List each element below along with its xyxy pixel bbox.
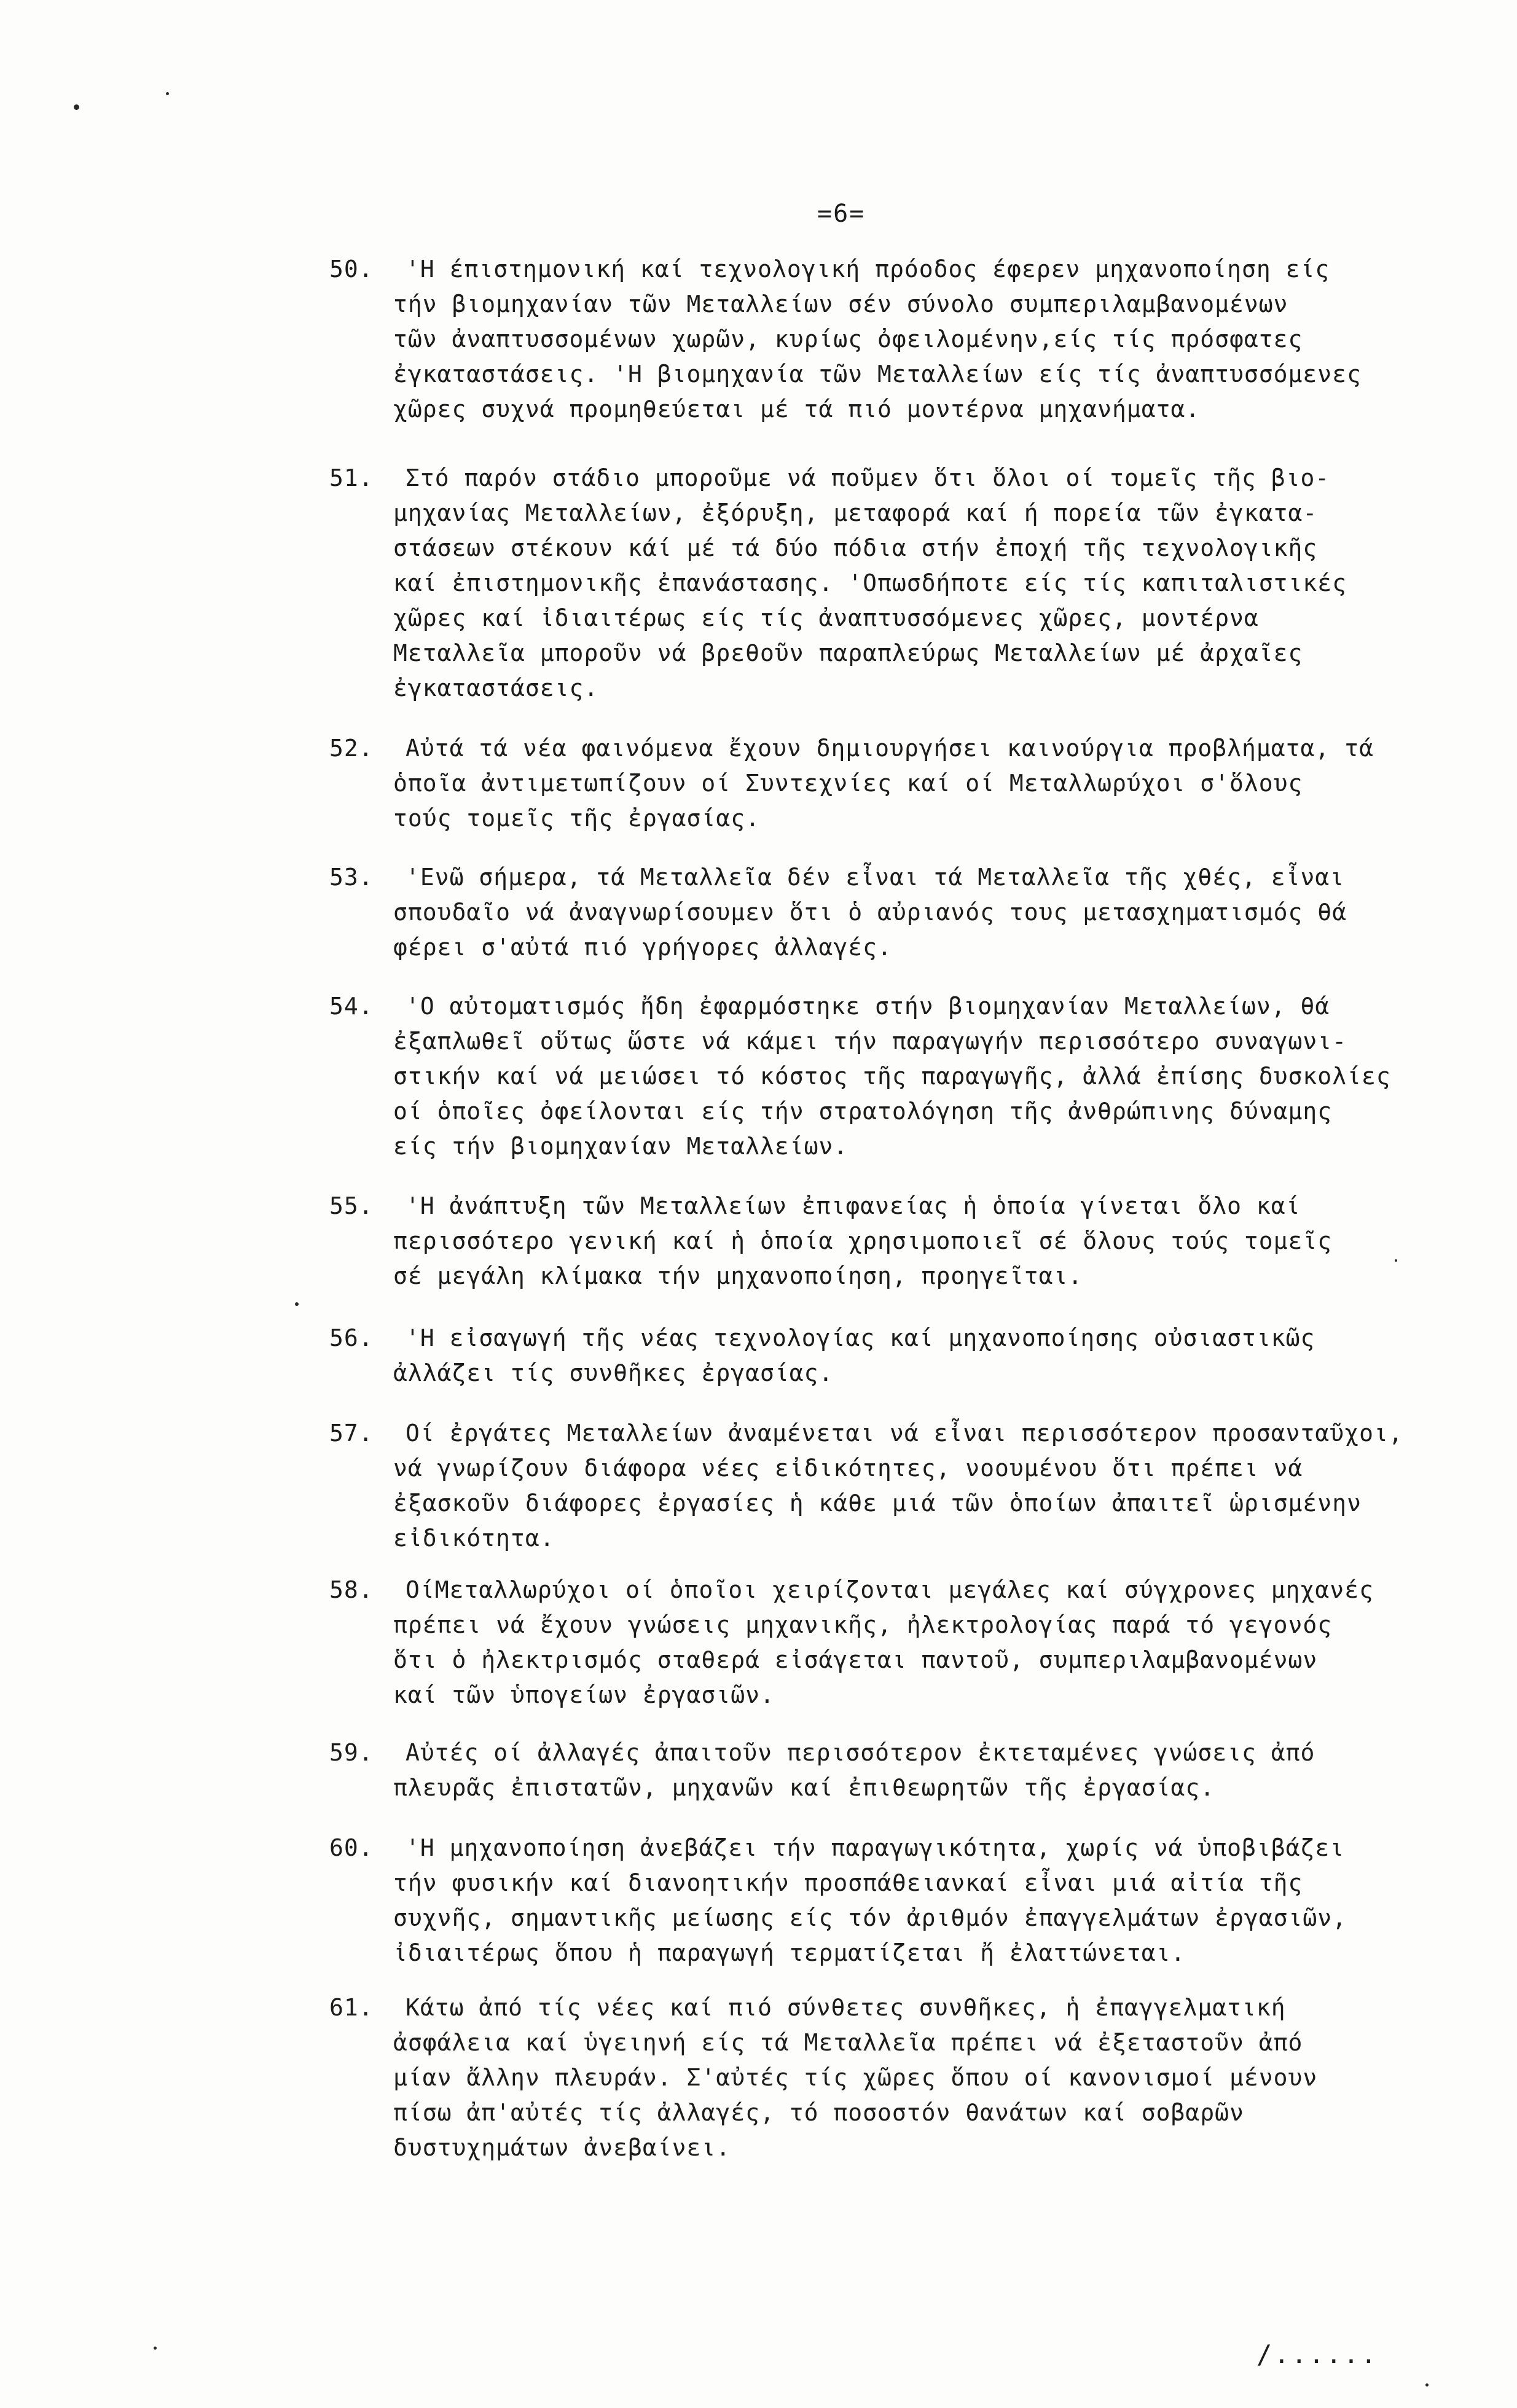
paragraph-55 <box>329 1189 1468 1294</box>
paragraph-number: 51. <box>329 464 374 491</box>
paragraph-number: 56. <box>329 1324 374 1351</box>
paragraph-number: 58. <box>329 1576 374 1603</box>
paragraph-line: Κάτω ἀπό τίς νέες καί πιό σύνθετες συνθῆκες, ἡ ἐπαγγελματική <box>406 1994 1286 2021</box>
paragraph-line: μίαν ἄλλην πλευράν. Σ'αὐτές τίς χῶρες ὅπου οί κανονισμοί μένουν <box>393 2064 1318 2091</box>
paragraph-line: καί τῶν ὑπογείων ἐργασιῶν. <box>393 1681 775 1708</box>
paragraph-line: στάσεων στέκουν κάί μέ τά δύο πόδια στήν ἐποχή τῆς τεχνολογικῆς <box>393 534 1318 561</box>
scan-speck <box>1395 1259 1397 1262</box>
paragraph-line: Μεταλλεῖα μποροῦν νά βρεθοῦν παραπλεύρως Μεταλλείων μέ ἀρχαῖες <box>393 639 1303 666</box>
paragraph-line: 'Ο αὐτοματισμός ἤδη ἐφαρμόστηκε στήν βιομηχανίαν Μεταλλείων, θά <box>406 993 1330 1020</box>
continuation-mark: /...... <box>1256 2339 1379 2369</box>
paragraph-line: ὅτι ὁ ἠλεκτρισμός σταθερά εἰσάγεται παντοῦ, συμπεριλαμβανομένων <box>393 1646 1318 1673</box>
paragraph-line: 'Η μηχανοποίηση ἀνεβάζει τήν παραγωγικότητα, χωρίς νά ὑποβιβάζει <box>406 1834 1345 1861</box>
paragraph-line: χῶρες συχνά προμηθεύεται μέ τά πιό μοντέρνα μηχανήματα. <box>393 396 1201 423</box>
paragraph-number: 59. <box>329 1739 374 1766</box>
paragraph-line: καί ἐπιστημονικῆς ἐπανάστασης. 'Οπωσδήποτε είς τίς καπιταλιστικές <box>393 569 1347 596</box>
paragraph-60 <box>329 1831 1468 1971</box>
paragraph-line: πλευρᾶς ἐπιστατῶν, μηχανῶν καί ἐπιθεωρητῶν τῆς ἐργασίας. <box>393 1774 1215 1801</box>
paragraph-line: ἀσφάλεια καί ὑγειηνή είς τά Μεταλλεῖα πρέπει νά ἐξεταστοῦν ἀπό <box>393 2029 1303 2056</box>
scan-speck <box>154 2347 157 2350</box>
paragraph-line: περισσότερο γενική καί ἡ ὁποία χρησιμοποιεῖ σέ ὅλους τούς τομεῖς <box>393 1227 1333 1254</box>
paragraph-number: 60. <box>329 1834 374 1861</box>
paragraph-line: 'Η ἀνάπτυξη τῶν Μεταλλείων ἐπιφανείας ἡ ὁποία γίνεται ὅλο καί <box>406 1192 1301 1219</box>
paragraph-line: δυστυχημάτων ἀνεβαίνει. <box>393 2134 731 2161</box>
paragraph-line: ἰδιαιτέρως ὅπου ἡ παραγωγή τερματίζεται ἤ ἐλαττώνεται. <box>393 1939 1186 1966</box>
paragraph-line: σέ μεγάλη κλίμακα τήν μηχανοποίηση, προηγεῖται. <box>393 1262 1083 1289</box>
paragraph-line: τούς τομεῖς τῆς ἐργασίας. <box>393 805 760 832</box>
paragraph-line: ὁποῖα ἀντιμετωπίζουν οί Συντεχνίες καί οί Μεταλλωρύχοι σ'ὅλους <box>393 770 1303 797</box>
paragraph-line: πρέπει νά ἔχουν γνώσεις μηχανικῆς, ἠλεκτρολογίας παρά τό γεγονός <box>393 1611 1333 1638</box>
paragraph-line: ἐξασκοῦν διάφορες ἐργασίες ἡ κάθε μιά τῶν ὁποίων ἀπαιτεῖ ὡρισμένην <box>393 1490 1362 1517</box>
paragraph-line: νά γνωρίζουν διάφορα νέες εἰδικότητες, νοουμένου ὅτι πρέπει νά <box>393 1455 1303 1482</box>
paragraph-number: 52. <box>329 735 374 762</box>
paragraph-number: 54. <box>329 993 374 1020</box>
paragraph-line: ΟίΜεταλλωρύχοι οί ὁποῖοι χειρίζονται μεγάλες καί σύγχρονες μηχανές <box>406 1576 1374 1603</box>
paragraph-line: ἀλλάζει τίς συνθῆκες ἐργασίας. <box>393 1359 834 1386</box>
paragraph-57 <box>329 1416 1468 1556</box>
paragraph-line: ἐγκαταστάσεις. 'Η βιομηχανία τῶν Μεταλλείων είς τίς ἀναπτυσσόμενες <box>393 361 1362 388</box>
paragraph-line: 'Η εἰσαγωγή τῆς νέας τεχνολογίας καί μηχανοποίησης οὐσιαστικῶς <box>406 1324 1315 1351</box>
paragraph-51 <box>329 461 1468 706</box>
paragraph-59 <box>329 1735 1468 1805</box>
paragraph-line: σπουδαῖο νά ἀναγνωρίσουμεν ὅτι ὁ αὐριανός τους μετασχηματισμός θά <box>393 899 1347 926</box>
paragraph-line: Οί ἐργάτες Μεταλλείων ἀναμένεται νά εἶναι περισσότερον προσανταῦχοι, <box>406 1420 1403 1447</box>
paragraph-line: τήν βιομηχανίαν τῶν Μεταλλείων σέν σύνολο συμπεριλαμβανομένων <box>393 291 1288 318</box>
paragraph-number: 57. <box>329 1420 374 1447</box>
paragraph-61 <box>329 1990 1468 2165</box>
scan-speck <box>166 92 169 95</box>
page-number: =6= <box>817 200 866 228</box>
paragraph-56 <box>329 1321 1468 1391</box>
paragraph-line: τήν φυσικήν καί διανοητικήν προσπάθειανκαί εἶναι μιά αἰτία τῆς <box>393 1869 1303 1896</box>
scan-speck <box>1425 2383 1429 2386</box>
paragraph-52 <box>329 731 1468 836</box>
paragraph-number: 61. <box>329 1994 374 2021</box>
paragraph-50 <box>329 252 1468 427</box>
scan-speck <box>295 1302 299 1306</box>
paragraph-number: 53. <box>329 864 374 891</box>
paragraph-line: εἰδικότητα. <box>393 1525 555 1552</box>
paragraph-line: Στό παρόν στάδιο μποροῦμε νά ποῦμεν ὅτι ὅλοι οί τομεῖς τῆς βιο- <box>406 464 1330 491</box>
paragraph-line: Αὐτά τά νέα φαινόμενα ἔχουν δημιουργήσει καινούργια προβλήματα, τά <box>406 735 1374 762</box>
paragraph-line: οί ὁποῖες ὀφείλονται είς τήν στρατολόγηση τῆς ἀνθρώπινης δύναμης <box>393 1098 1333 1125</box>
paragraph-line: τῶν ἀναπτυσσομένων χωρῶν, κυρίως ὀφειλομένην,είς τίς πρόσφατες <box>393 326 1303 353</box>
paragraph-line: 'Ενῶ σήμερα, τά Μεταλλεῖα δέν εἶναι τά Μεταλλεῖα τῆς χθές, εἶναι <box>406 864 1345 891</box>
paragraph-line: μηχανίας Μεταλλείων, ἐξόρυξη, μεταφορά καί ή πορεία τῶν ἐγκατα- <box>393 499 1318 526</box>
paragraph-number: 50. <box>329 256 374 283</box>
paragraph-line: είς τήν βιομηχανίαν Μεταλλείων. <box>393 1133 849 1160</box>
paragraph-line: Αὐτές οί ἀλλαγές ἀπαιτοῦν περισσότερον ἐκτεταμένες γνώσεις ἀπό <box>406 1739 1315 1766</box>
paragraph-line: χῶρες καί ἰδιαιτέρως είς τίς ἀναπτυσσόμενες χῶρες, μοντέρνα <box>393 604 1259 631</box>
scan-speck <box>74 104 79 110</box>
paragraph-line: φέρει σ'αὐτά πιό γρήγορες ἀλλαγές. <box>393 934 892 961</box>
paragraph-53 <box>329 860 1468 965</box>
paragraph-line: συχνῆς, σημαντικῆς μείωσης είς τόν ἀριθμόν ἐπαγγελμάτων ἐργασιῶν, <box>393 1904 1347 1931</box>
paragraph-line: ἐγκαταστάσεις. <box>393 674 599 702</box>
paragraph-number: 55. <box>329 1192 374 1219</box>
paragraph-line: στικήν καί νά μειώσει τό κόστος τῆς παραγωγῆς, ἀλλά ἐπίσης δυσκολίες <box>393 1063 1391 1090</box>
paragraph-line: 'Η έπιστημονική καί τεχνολογική πρόοδος έφερεν μηχανοποίηση είς <box>406 256 1330 283</box>
paragraph-58 <box>329 1573 1468 1713</box>
paragraph-line: ἐξαπλωθεῖ οὕτως ὥστε νά κάμει τήν παραγωγήν περισσότερο συναγωνι- <box>393 1028 1347 1055</box>
paragraph-54 <box>329 989 1468 1164</box>
paragraph-line: πίσω ἀπ'αὐτές τίς ἀλλαγές, τό ποσοστόν θανάτων καί σοβαρῶν <box>393 2099 1244 2126</box>
